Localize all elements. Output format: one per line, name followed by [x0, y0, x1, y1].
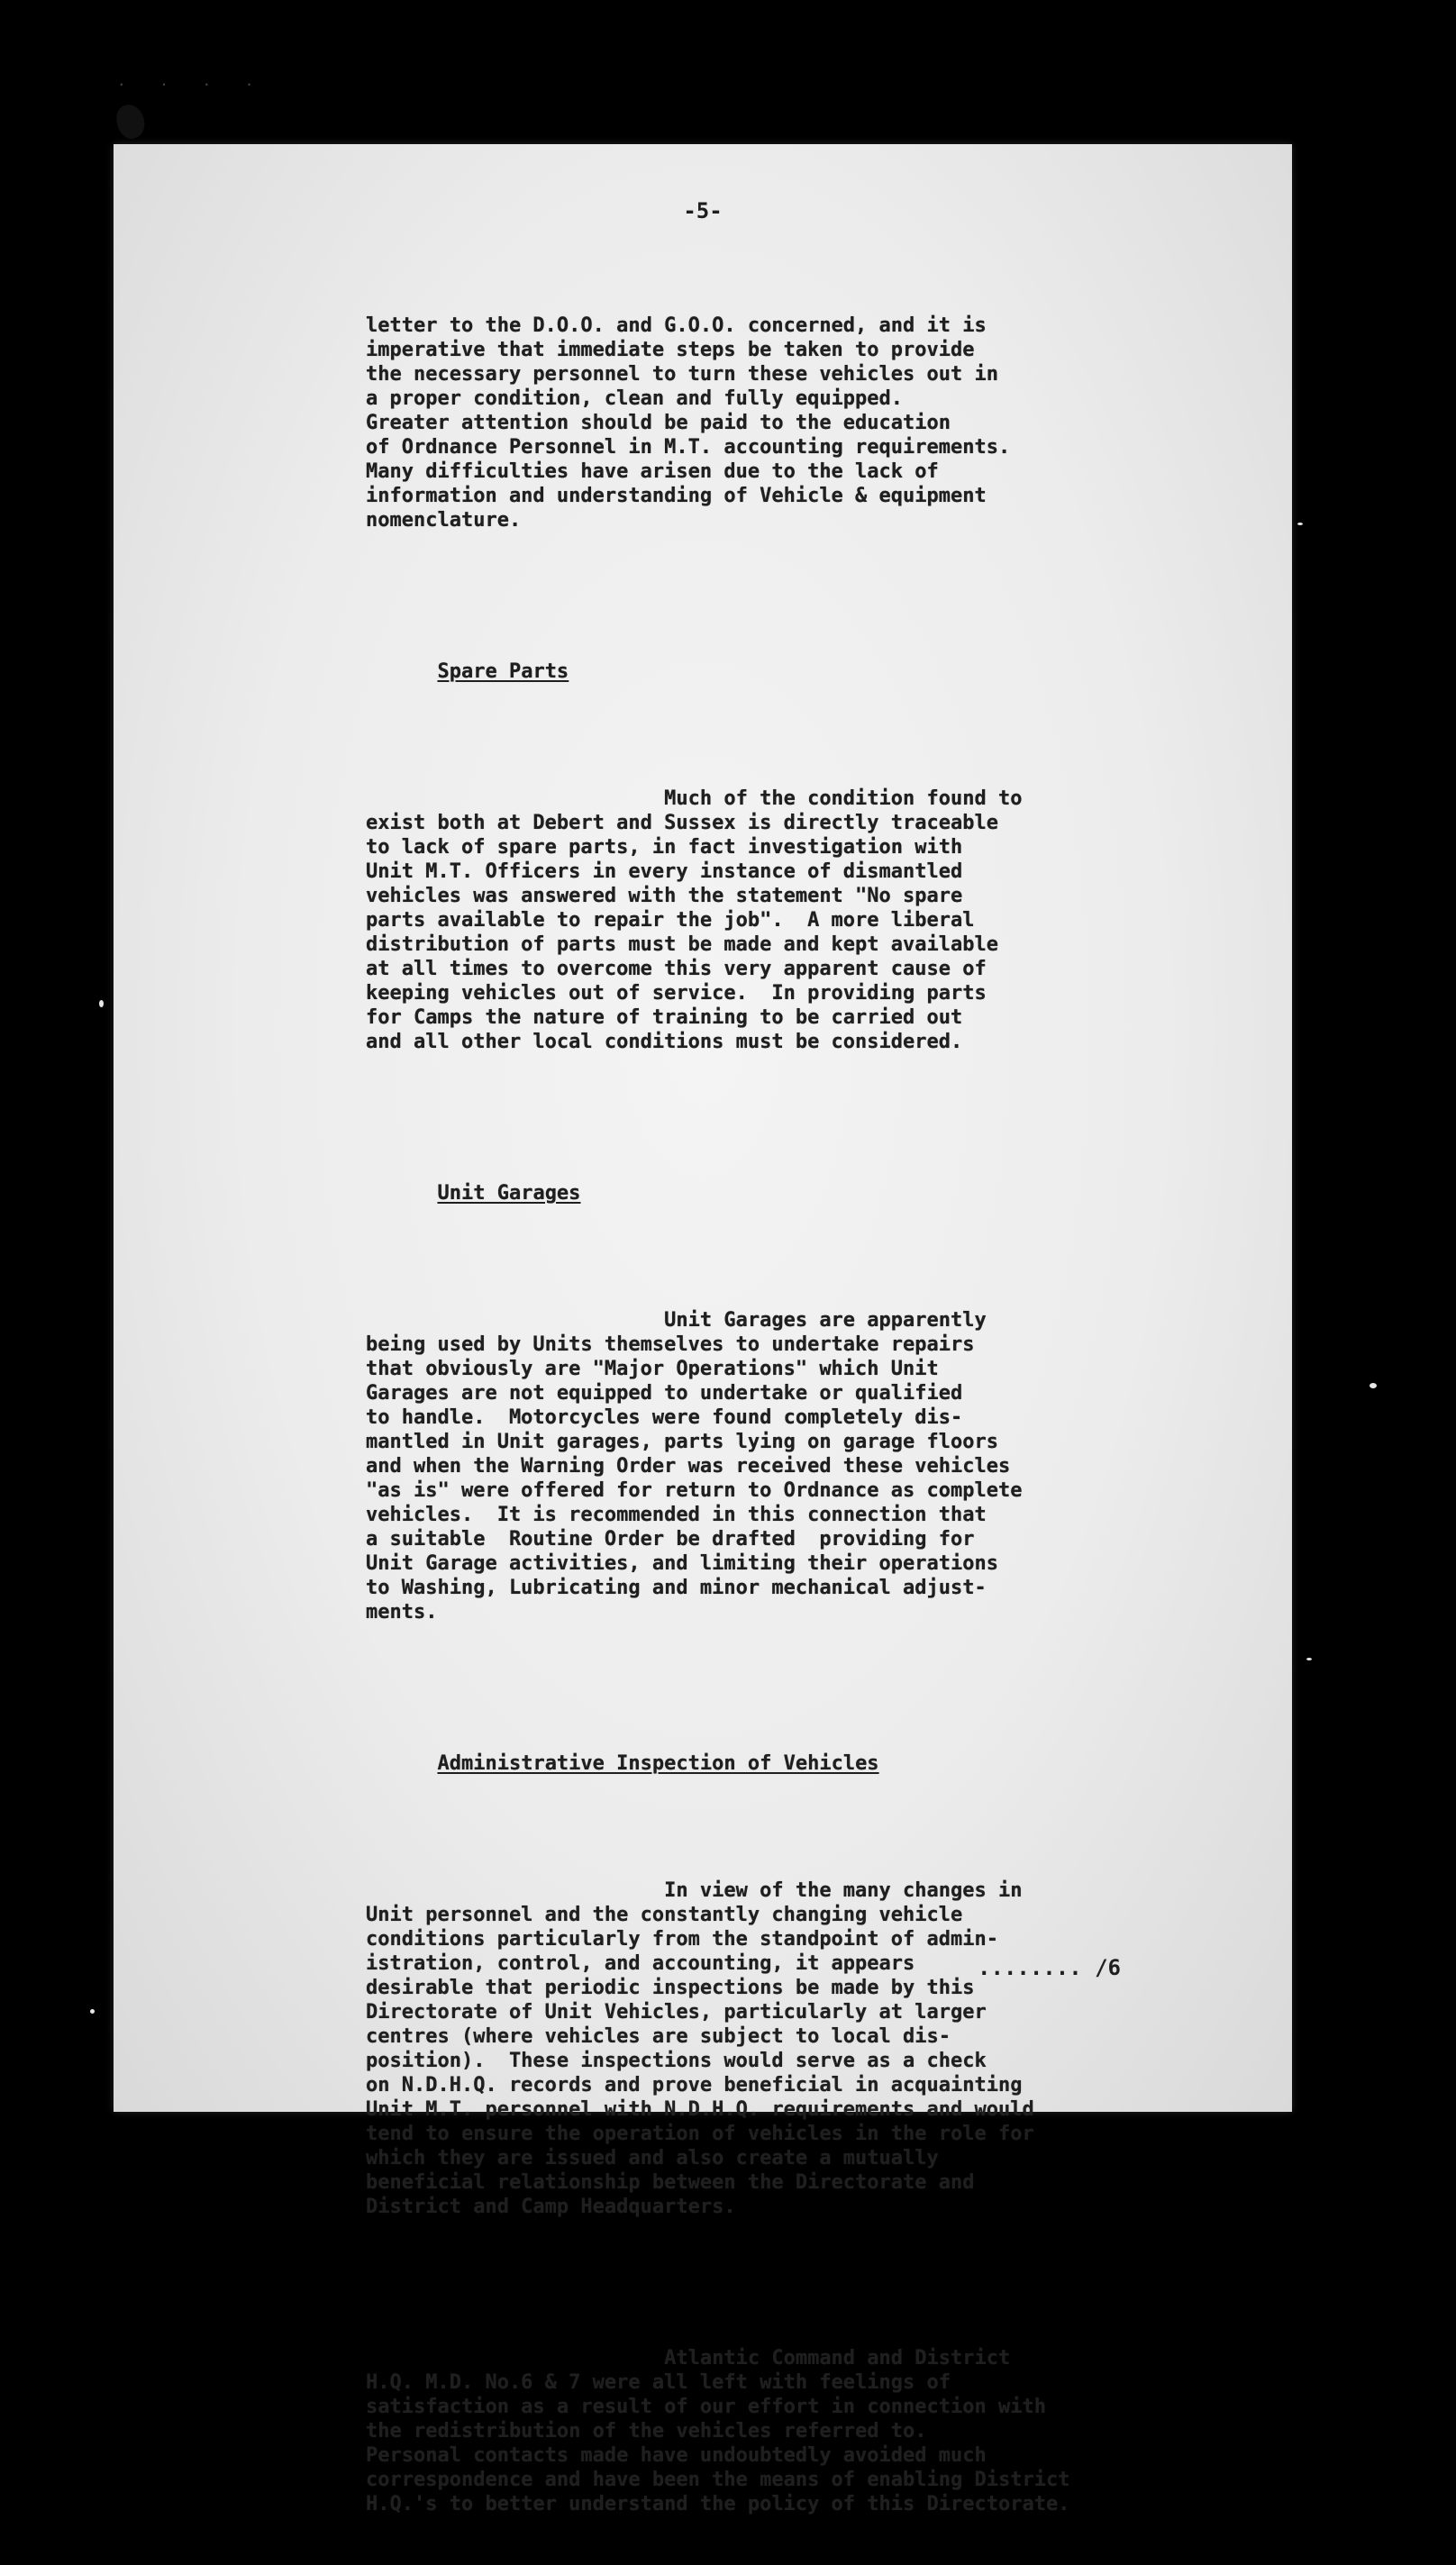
section-heading-spare-parts: Spare Parts	[437, 660, 569, 683]
page-number: -5-	[683, 198, 723, 223]
film-speck	[99, 1000, 104, 1007]
spare-parts-paragraph: Much of the condition found to exist both at Debert and Sussex is directly traceable to lack of spare parts, in fact investigation with Unit M.T. Officers in every instance of dismantled vehicles was answered with the statement "No spare parts available to repair the job". A more liberal distribution of parts must be made and kept available at all times to overcome this very apparent cause of keeping vehicles out of service. In providing parts for Camps the nature of training to be carried out and all other local conditions must be considered.	[366, 787, 1023, 1053]
administrative-inspection-paragraph: In view of the many changes in Unit personnel and the constantly changing vehicle conditions particularly from the standpoint of admin- istration, control, and accounting, it appears desirable that periodic inspections be made by this Directorate of Unit Vehicles, particularly at larger centres (where vehicles are subject to local dis- position). These inspections would serve as a check on N.D.H.Q. records and prove beneficial in acquainting Unit M.T. personnel with N.D.H.Q. requirements and would tend to ensure the operation of vehicles in the role for which they are issued and also create a mutually beneficial relationship between the Directorate and District and Camp Headquarters.	[366, 1879, 1034, 2218]
film-speck	[90, 2009, 95, 2014]
unit-garages-paragraph: Unit Garages are apparently being used by Units themselves to undertake repairs that obviously are "Major Operations" which Unit Garages are not equipped to undertake or qualified to handle. Motorcycles were found completely dis- mantled in Unit garages, parts lying on garage floors and when the Warning Order was received these vehicles "as is" were offered for return to Ordnance as complete vehicles. It is recommended in this connection that a suitable Routine Order be drafted providing for Unit Garage activities, and limiting their operations to Washing, Lubricating and minor mechanical adjust- ments.	[366, 1309, 1023, 1624]
margin-dots: . . . .	[117, 72, 267, 89]
film-speck	[1370, 1383, 1377, 1388]
section-heading-unit-garages: Unit Garages	[437, 1182, 581, 1205]
continuation-marker: ........ /6	[978, 1955, 1121, 1980]
ink-blot	[114, 102, 147, 141]
atlantic-command-paragraph: Atlantic Command and District H.Q. M.D. No.6 & 7 were all left with feelings of satisfaction as a result of our effort in connection with the redistribution of the vehicles referred to. Personal contacts made have undoubtedly avoided much correspondence and have been the means of enabling District H.Q.'s to better understand the policy of this Directorate.	[366, 2347, 1070, 2515]
film-speck	[1306, 1658, 1312, 1660]
intro-paragraph: letter to the D.O.O. and G.O.O. concerned, and it is imperative that immediate steps be taken to provide the necessary personnel to turn these vehicles out in a proper condition, clean and fully equipped. Greater attention should be paid to the education of Ordnance Personnel in M.T. accounting requirements. Many difficulties have arisen due to the lack of information and understanding of Vehicle & equipment nomenclature.	[366, 314, 1011, 532]
document-page	[114, 144, 1292, 2515]
section-heading-administrative-inspection: Administrative Inspection of Vehicles	[437, 1752, 879, 1775]
film-speck	[1297, 523, 1303, 525]
document-body	[366, 265, 1195, 2565]
